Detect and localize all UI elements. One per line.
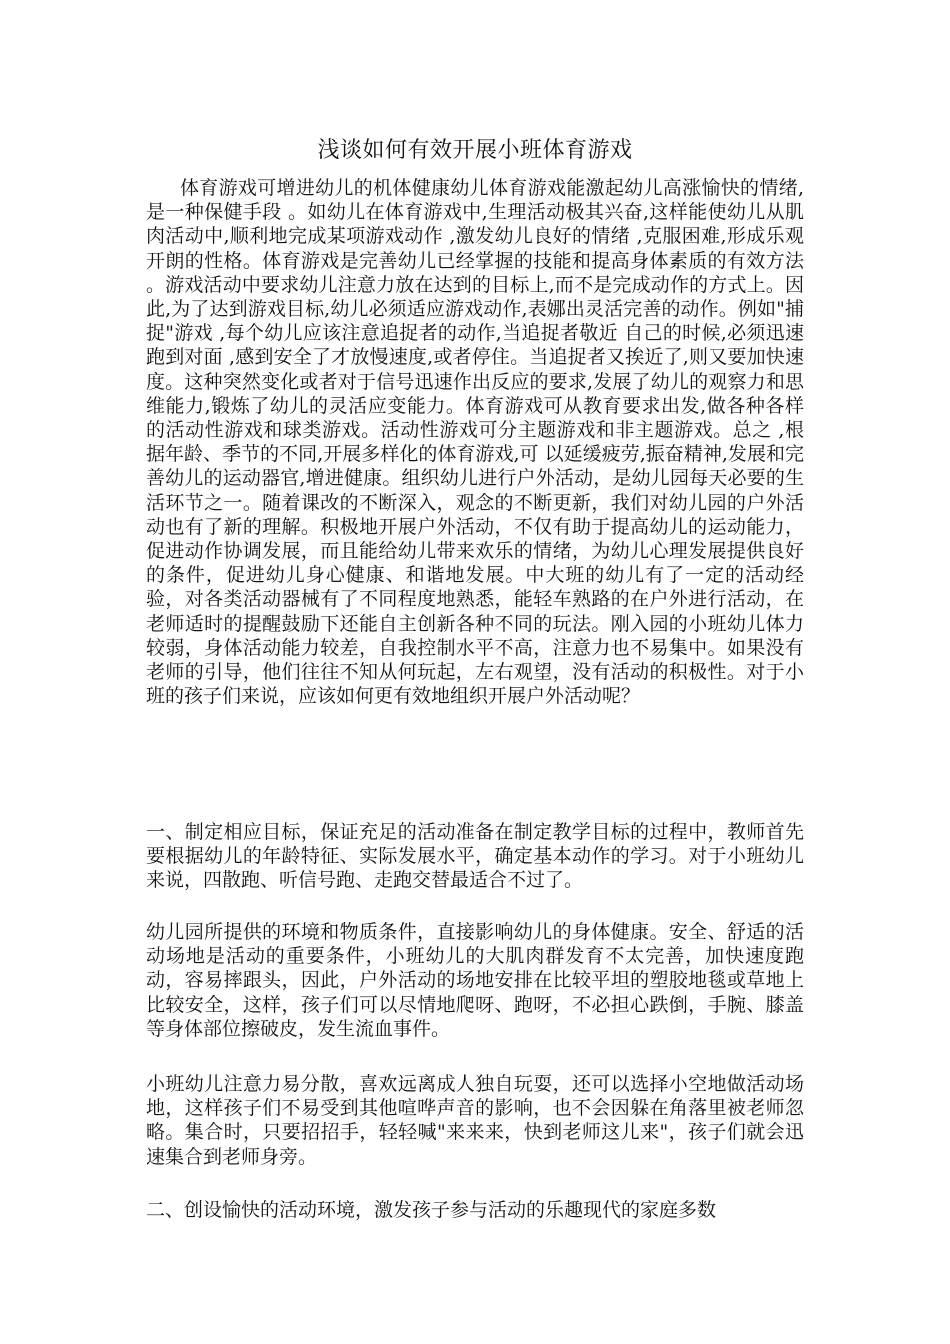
paragraph-attention: 小班幼儿注意力易分散，喜欢远离成人独自玩耍，还可以选择小空地做活动场地，这样孩子们不易受到其他喧哗声音的影响，也不会因躲在角落里被老师忽略。集合时，只要招招手，轻轻喊"来来来，快到老师这儿来"，孩子们就会迅速集合到老师身旁。 bbox=[146, 1073, 804, 1168]
paragraph-section-two: 二、创设愉快的活动环境，激发孩子参与活动的乐趣现代的家庭多数 bbox=[146, 1199, 717, 1221]
paragraph-environment: 幼儿园所提供的环境和物质条件，直接影响幼儿的身体健康。安全、舒适的活动场地是活动的重要条件，小班幼儿的大肌肉群发育不太完善，加快速度跑动，容易摔跟头，因此，户外活动的场地安排在比较平坦的塑胶地毯或草地上比较安全，这样，孩子们可以尽情地爬呀、跑呀，不必担心跌倒，手腕、膝盖等身体部位擦破皮，发生流血事件。 bbox=[146, 921, 804, 1040]
paragraph-intro: 体育游戏可增进幼儿的机体健康幼儿体育游戏能激起幼儿高涨愉快的情绪,是一种保健手段 。如幼儿在体育游戏中,生理活动极其兴奋,这样能使幼儿从肌肉活动中,顺利地完成某项游戏动作 ,激发幼儿良好的情绪 ,克服困难,形成乐观开朗的性格。体育游戏是完善幼儿已经掌握的技能和提高身体素质的有效方法 。游戏活动中要求幼儿注意力放在达到的目标上,而不是完成动作的方式上。因此,为了达到游戏目标,幼儿必须适应游戏动作,表娜出灵活完善的动作。例如"捕捉"游戏 ,每个幼儿应该注意追捉者的动作,当追捉者敬近 自己的时候,必须迅速跑到对面 ,感到安全了才放慢速度,或者停住。当追捉者又挨近了,则又要加快速度。这种突然变化或者对于信号迅速作出反应的要求,发展了幼儿的观察力和思维能力,锻炼了幼儿的灵活应变能力。体育游戏可从教育要求出发,做各种各样的活动性游戏和球类游戏。活动性游戏可分主题游戏和非主题游戏。总之 ,根据年龄、季节的不同,开展多样化的体育游戏,可 以延缓疲劳,振奋精神,发展和完善幼儿的运动器官,增进健康。组织幼儿进行户外活动，是幼儿园每天必要的生活环节之一。随着课改的不断深入，观念的不断更新，我们对幼儿园的户外活动也有了新的理解。积极地开展户外活动，不仅有助于提高幼儿的运动能力，促进动作协调发展，而且能给幼儿带来欢乐的情绪，为幼儿心理发展提供良好的条件，促进幼儿身心健康、和谐地发展。中大班的幼儿有了一定的活动经验，对各类活动器械有了不同程度地熟悉，能轻车熟路的在户外进行活动，在老师适时的提醒鼓励下还能自主创新各种不同的玩法。刚入园的小班幼儿体力较弱，身体活动能力较差，自我控制水平不高，注意力也不易集中。如果没有老师的引导，他们往往不知从何玩起，左右观望，没有活动的积极性。对于小班的孩子们来说，应该如何更有效地组织开展户外活动呢？ bbox=[146, 177, 804, 708]
document-title: 浅谈如何有效开展小班体育游戏 bbox=[317, 138, 633, 163]
paragraph-section-one: 一、制定相应目标，保证充足的活动准备在制定教学目标的过程中，教师首先要根据幼儿的年龄特征、实际发展水平，确定基本动作的学习。对于小班幼儿来说，四散跑、听信号跑、走跑交替最适合不过了。 bbox=[146, 821, 804, 892]
